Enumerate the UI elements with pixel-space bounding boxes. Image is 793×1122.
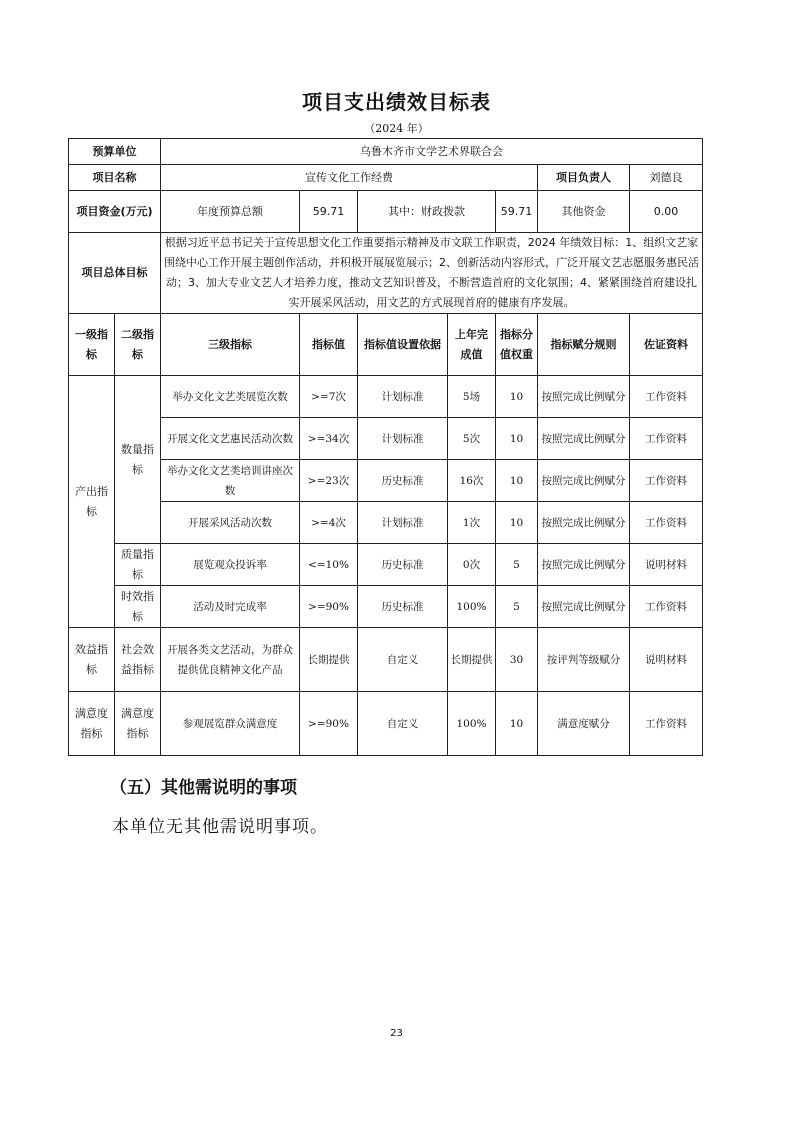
indicator-name: 开展各类文艺活动，为群众提供优良精神文化产品 [161, 628, 300, 692]
indicator-basis: 计划标准 [358, 418, 448, 460]
indicator-evidence: 说明材料 [630, 544, 703, 586]
indicator-rule: 按照完成比例赋分 [538, 376, 630, 418]
indicator-rule: 按照完成比例赋分 [538, 586, 630, 628]
group-satisfaction: 满意度指标 [69, 692, 115, 756]
project-name-value: 宣传文化工作经费 [161, 165, 538, 191]
header-level2: 二级指标 [115, 314, 161, 376]
indicator-rule: 按照完成比例赋分 [538, 544, 630, 586]
header-level1: 一级指标 [69, 314, 115, 376]
table-row [69, 376, 703, 418]
overall-goal-text: 根据习近平总书记关于宣传思想文化工作重要指示精神及市文联工作职责，2024 年绩效目标：1、组织文艺家围绕中心工作开展主题创作活动，并积极开展展览展示；2、创新活动内容形式，广泛开展文艺志愿服务惠民活动；3、加大专业文艺人才培养力度，推动文艺知识普及，不断营造首府的文化氛围；4、紧紧围绕首府建设扎实开展采风活动，用文艺的方式展现首府的健康有序发展。 [161, 233, 703, 314]
page-number: 23 [390, 1028, 403, 1039]
other-funds-label: 其他资金 [538, 191, 630, 233]
group-benefit: 效益指标 [69, 628, 115, 692]
indicator-last-year: 长期提供 [448, 628, 496, 692]
indicator-value: >=90% [300, 692, 358, 756]
header-level3: 三级指标 [161, 314, 300, 376]
indicator-value: >=7次 [300, 376, 358, 418]
document-year: （2024 年） [364, 122, 429, 135]
indicator-name: 参观展览群众满意度 [161, 692, 300, 756]
indicator-basis: 自定义 [358, 628, 448, 692]
indicator-name: 开展采风活动次数 [161, 502, 300, 544]
indicator-evidence: 工作资料 [630, 586, 703, 628]
indicator-value: >=34次 [300, 418, 358, 460]
fiscal-value: 59.71 [496, 191, 538, 233]
group-quality: 质量指标 [115, 544, 161, 586]
indicator-evidence: 工作资料 [630, 418, 703, 460]
indicator-basis: 计划标准 [358, 502, 448, 544]
indicator-last-year: 5场 [448, 376, 496, 418]
indicator-last-year: 100% [448, 586, 496, 628]
project-leader-value: 刘德良 [630, 165, 703, 191]
indicator-basis: 历史标准 [358, 544, 448, 586]
group-timeliness: 时效指标 [115, 586, 161, 628]
group-quantity: 数量指标 [115, 376, 161, 544]
table-row [69, 586, 703, 628]
overall-goal-row [69, 233, 703, 314]
indicator-last-year: 1次 [448, 502, 496, 544]
indicator-weight: 5 [496, 586, 538, 628]
indicator-evidence: 工作资料 [630, 692, 703, 756]
section-body: 本单位无其他需说明事项。 [112, 817, 328, 837]
fiscal-label: 其中：财政拨款 [358, 191, 496, 233]
annual-budget-label: 年度预算总额 [161, 191, 300, 233]
header-rule: 指标赋分规则 [538, 314, 630, 376]
indicator-last-year: 5次 [448, 418, 496, 460]
indicator-name: 举办文化文艺类培训讲座次数 [161, 460, 300, 502]
indicator-weight: 5 [496, 544, 538, 586]
indicator-name: 展览观众投诉率 [161, 544, 300, 586]
funds-row [69, 191, 703, 233]
header-evidence: 佐证资料 [630, 314, 703, 376]
project-name-label: 项目名称 [69, 165, 161, 191]
header-weight: 指标分值权重 [496, 314, 538, 376]
indicator-evidence: 工作资料 [630, 502, 703, 544]
indicator-evidence: 工作资料 [630, 376, 703, 418]
indicator-basis: 计划标准 [358, 376, 448, 418]
header-row [69, 314, 703, 376]
annual-budget-value: 59.71 [300, 191, 358, 233]
overall-goal-label: 项目总体目标 [69, 233, 161, 314]
indicator-name: 活动及时完成率 [161, 586, 300, 628]
project-name-row [69, 165, 703, 191]
indicator-last-year: 0次 [448, 544, 496, 586]
table-row [69, 502, 703, 544]
indicator-weight: 10 [496, 376, 538, 418]
indicator-weight: 10 [496, 460, 538, 502]
header-basis: 指标值设置依据 [358, 314, 448, 376]
group-social-benefit: 社会效益指标 [115, 628, 161, 692]
indicator-evidence: 说明材料 [630, 628, 703, 692]
indicator-rule: 按评判等级赋分 [538, 628, 630, 692]
performance-goal-table [68, 138, 703, 756]
indicator-value: 长期提供 [300, 628, 358, 692]
indicator-rule: 满意度赋分 [538, 692, 630, 756]
project-leader-label: 项目负责人 [538, 165, 630, 191]
group-satisfaction-sub: 满意度指标 [115, 692, 161, 756]
budget-unit-label: 预算单位 [69, 139, 161, 165]
section-heading: （五）其他需说明的事项 [110, 778, 297, 798]
table-row [69, 544, 703, 586]
table-row [69, 692, 703, 756]
indicator-evidence: 工作资料 [630, 460, 703, 502]
funds-label: 项目资金(万元) [69, 191, 161, 233]
indicator-value: >=23次 [300, 460, 358, 502]
indicator-basis: 自定义 [358, 692, 448, 756]
header-last-year: 上年完成值 [448, 314, 496, 376]
indicator-last-year: 100% [448, 692, 496, 756]
indicator-basis: 历史标准 [358, 586, 448, 628]
table-row [69, 460, 703, 502]
budget-unit-row [69, 139, 703, 165]
indicator-rule: 按照完成比例赋分 [538, 460, 630, 502]
indicator-weight: 10 [496, 418, 538, 460]
indicator-last-year: 16次 [448, 460, 496, 502]
budget-unit-value: 乌鲁木齐市文学艺术界联合会 [161, 139, 703, 165]
indicator-weight: 30 [496, 628, 538, 692]
indicator-value: <=10% [300, 544, 358, 586]
group-output: 产出指标 [69, 376, 115, 628]
other-funds-value: 0.00 [630, 191, 703, 233]
indicator-name: 开展文化文艺惠民活动次数 [161, 418, 300, 460]
header-value: 指标值 [300, 314, 358, 376]
indicator-weight: 10 [496, 502, 538, 544]
indicator-value: >=4次 [300, 502, 358, 544]
indicator-name: 举办文化文艺类展览次数 [161, 376, 300, 418]
indicator-basis: 历史标准 [358, 460, 448, 502]
indicator-rule: 按照完成比例赋分 [538, 418, 630, 460]
indicator-rule: 按照完成比例赋分 [538, 502, 630, 544]
table-row [69, 628, 703, 692]
table-row [69, 418, 703, 460]
document-title: 项目支出绩效目标表 [302, 90, 491, 114]
indicator-weight: 10 [496, 692, 538, 756]
indicator-value: >=90% [300, 586, 358, 628]
